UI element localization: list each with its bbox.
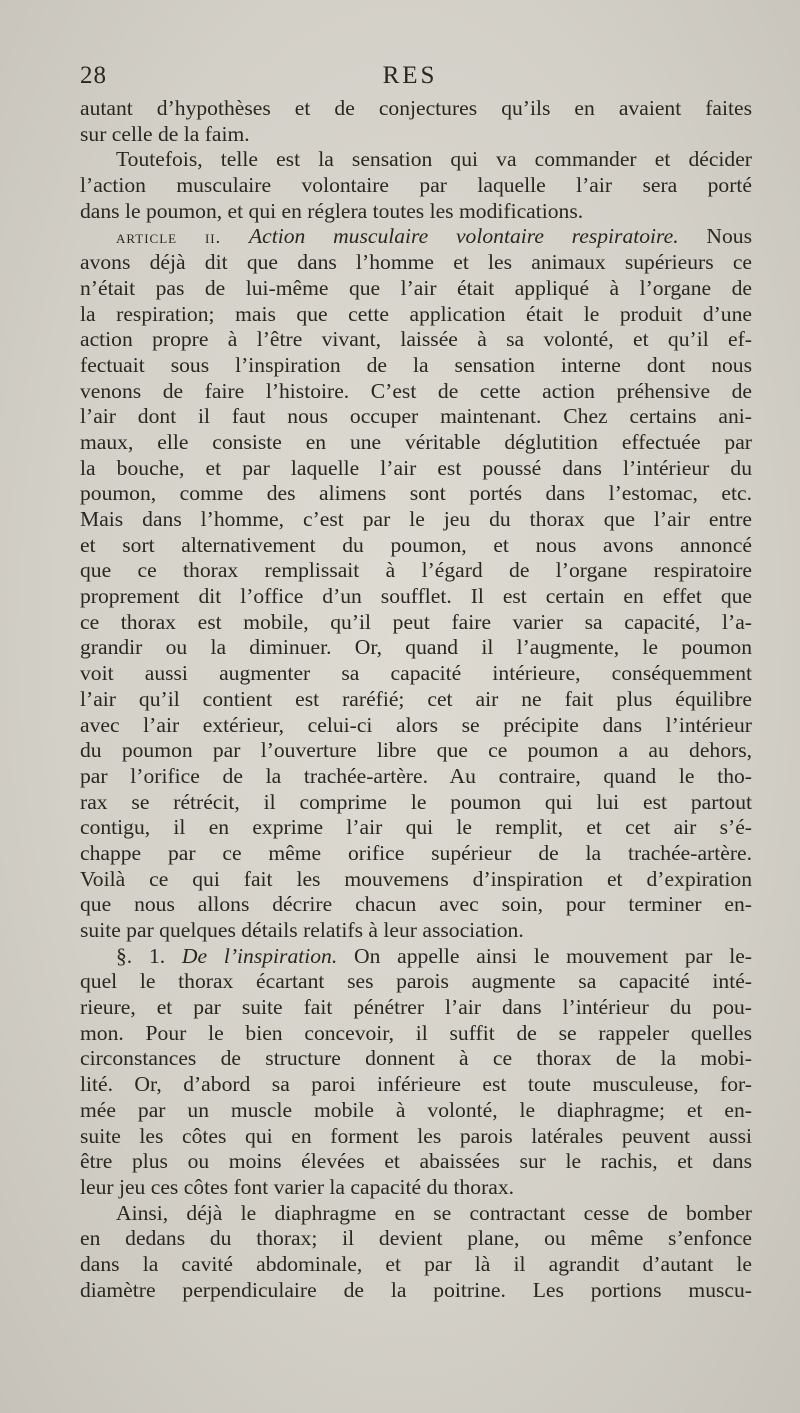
section-title: De l’inspiration. xyxy=(181,943,338,968)
text-line: suite par quelques détails relatifs à leur association. xyxy=(80,918,524,942)
text-segment: §. 1. xyxy=(116,943,182,968)
text-line: Ainsi, déjà le diaphragme en se contractant cesse de bomber xyxy=(116,1200,752,1225)
text-line: mon. Pour le bien concevoir, il suffit de se rappeler quelles xyxy=(80,1020,752,1045)
text-segment: Nous xyxy=(678,224,752,249)
text-line: poumon, comme des alimens sont portés dans l’estomac, etc. xyxy=(80,481,752,506)
text-line xyxy=(80,224,752,250)
text-line: la respiration; mais que cette application était le produit d’une xyxy=(80,301,752,326)
text-line: grandir ou la diminuer. Or, quand il l’augmente, le poumon xyxy=(80,635,752,660)
text-line: voit aussi augmenter sa capacité intérieure, conséquemment xyxy=(80,661,752,686)
text-line: que ce thorax remplissait à l’égard de l’organe respiratoire xyxy=(80,558,752,583)
text-line: circonstances de structure donnent à ce thorax de la mobi- xyxy=(80,1046,752,1071)
text-line: Voilà ce qui fait les mouvemens d’inspiration et d’expiration xyxy=(80,866,752,891)
text-line: n’était pas de lui-même que l’air était appliqué à l’organe de xyxy=(80,275,752,300)
text-segment: On appelle ainsi le mouvement par le- xyxy=(337,943,752,968)
text-line: être plus ou moins élevées et abaissées sur le rachis, et dans xyxy=(80,1149,752,1174)
text-line: l’air qu’il contient est raréfié; cet air ne fait plus équilibre xyxy=(80,686,752,711)
text-line: avons déjà dit que dans l’homme et les animaux supérieurs ce xyxy=(80,250,752,275)
text-line: mée par un muscle mobile à volonté, le diaphragme; et en- xyxy=(80,1097,752,1122)
section-title: Action musculaire volontaire respiratoire. xyxy=(248,224,679,249)
text-line: venons de faire l’histoire. C’est de cette action préhensive de xyxy=(80,378,752,403)
text-line: du poumon par l’ouverture libre que ce poumon a au dehors, xyxy=(80,738,752,763)
text-line: dans la cavité abdominale, et par là il agrandit d’autant le xyxy=(80,1251,752,1276)
text-line: suite les côtes qui en forment les parois latérales peuvent aussi xyxy=(80,1123,752,1148)
text-line: rax se rétrécit, il comprime le poumon qui lui est partout xyxy=(80,789,752,814)
article-label: article ii. xyxy=(116,227,249,248)
text-line: proprement dit l’office d’un soufflet. Il est certain en effet que xyxy=(80,584,752,609)
text-line: fectuait sous l’inspiration de la sensation interne dont nous xyxy=(80,352,752,377)
text-line: l’action musculaire volontaire par laquelle l’air sera porté xyxy=(80,173,752,198)
text-line: rieure, et par suite fait pénétrer l’air dans l’intérieur du pou- xyxy=(80,995,752,1020)
text-line xyxy=(80,944,752,970)
text-line: contigu, il en exprime l’air qui le remplit, et cet air s’é- xyxy=(80,815,752,840)
text-line: l’air dont il faut nous occuper maintenant. Chez certains ani- xyxy=(80,404,752,429)
text-line: lité. Or, d’abord sa paroi inférieure est toute musculeuse, for- xyxy=(80,1072,752,1097)
text-line: diamètre perpendiculaire de la poitrine. Les portions muscu- xyxy=(80,1277,752,1302)
text-line: la bouche, et par laquelle l’air est poussé dans l’intérieur du xyxy=(80,455,752,480)
text-line: sur celle de la faim. xyxy=(80,121,250,146)
text-line: action propre à l’être vivant, laissée à sa volonté, et qu’il ef- xyxy=(80,327,752,352)
text-line: leur jeu ces côtes font varier la capacité du thorax. xyxy=(80,1174,515,1199)
text-line: par l’orifice de la trachée-artère. Au contraire, quand le tho- xyxy=(80,763,752,788)
text-line: maux, elle consiste en une véritable déglutition effectuée par xyxy=(80,429,752,454)
text-line: quel le thorax écartant ses parois augmente sa capacité inté- xyxy=(80,969,752,994)
text-line: Toutefois, telle est la sensation qui va commander et décider xyxy=(116,147,752,172)
page-number: 28 xyxy=(80,62,107,89)
running-head: RES xyxy=(382,62,438,89)
text-line: autant d’hypothèses et de conjectures qu’ils en avaient faites xyxy=(80,96,752,120)
text-line: avec l’air extérieur, celui-ci alors se précipite dans l’intérieur xyxy=(80,712,752,737)
text-line: dans le poumon, et qui en réglera toutes les modifications. xyxy=(80,198,584,223)
text-line: que nous allons décrire chacun avec soin, pour terminer en- xyxy=(80,892,752,917)
page-header xyxy=(80,62,740,96)
text-line: et sort alternativement du poumon, et nous avons annoncé xyxy=(80,532,752,557)
text-line: Mais dans l’homme, c’est par le jeu du thorax que l’air entre xyxy=(80,507,752,531)
text-line: chappe par ce même orifice supérieur de la trachée-artère. xyxy=(80,840,752,865)
text-line: ce thorax est mobile, qu’il peut faire varier sa capacité, l’a- xyxy=(80,609,752,634)
text-line: en dedans du thorax; il devient plane, ou même s’enfonce xyxy=(80,1226,752,1251)
body-text xyxy=(80,96,752,1303)
